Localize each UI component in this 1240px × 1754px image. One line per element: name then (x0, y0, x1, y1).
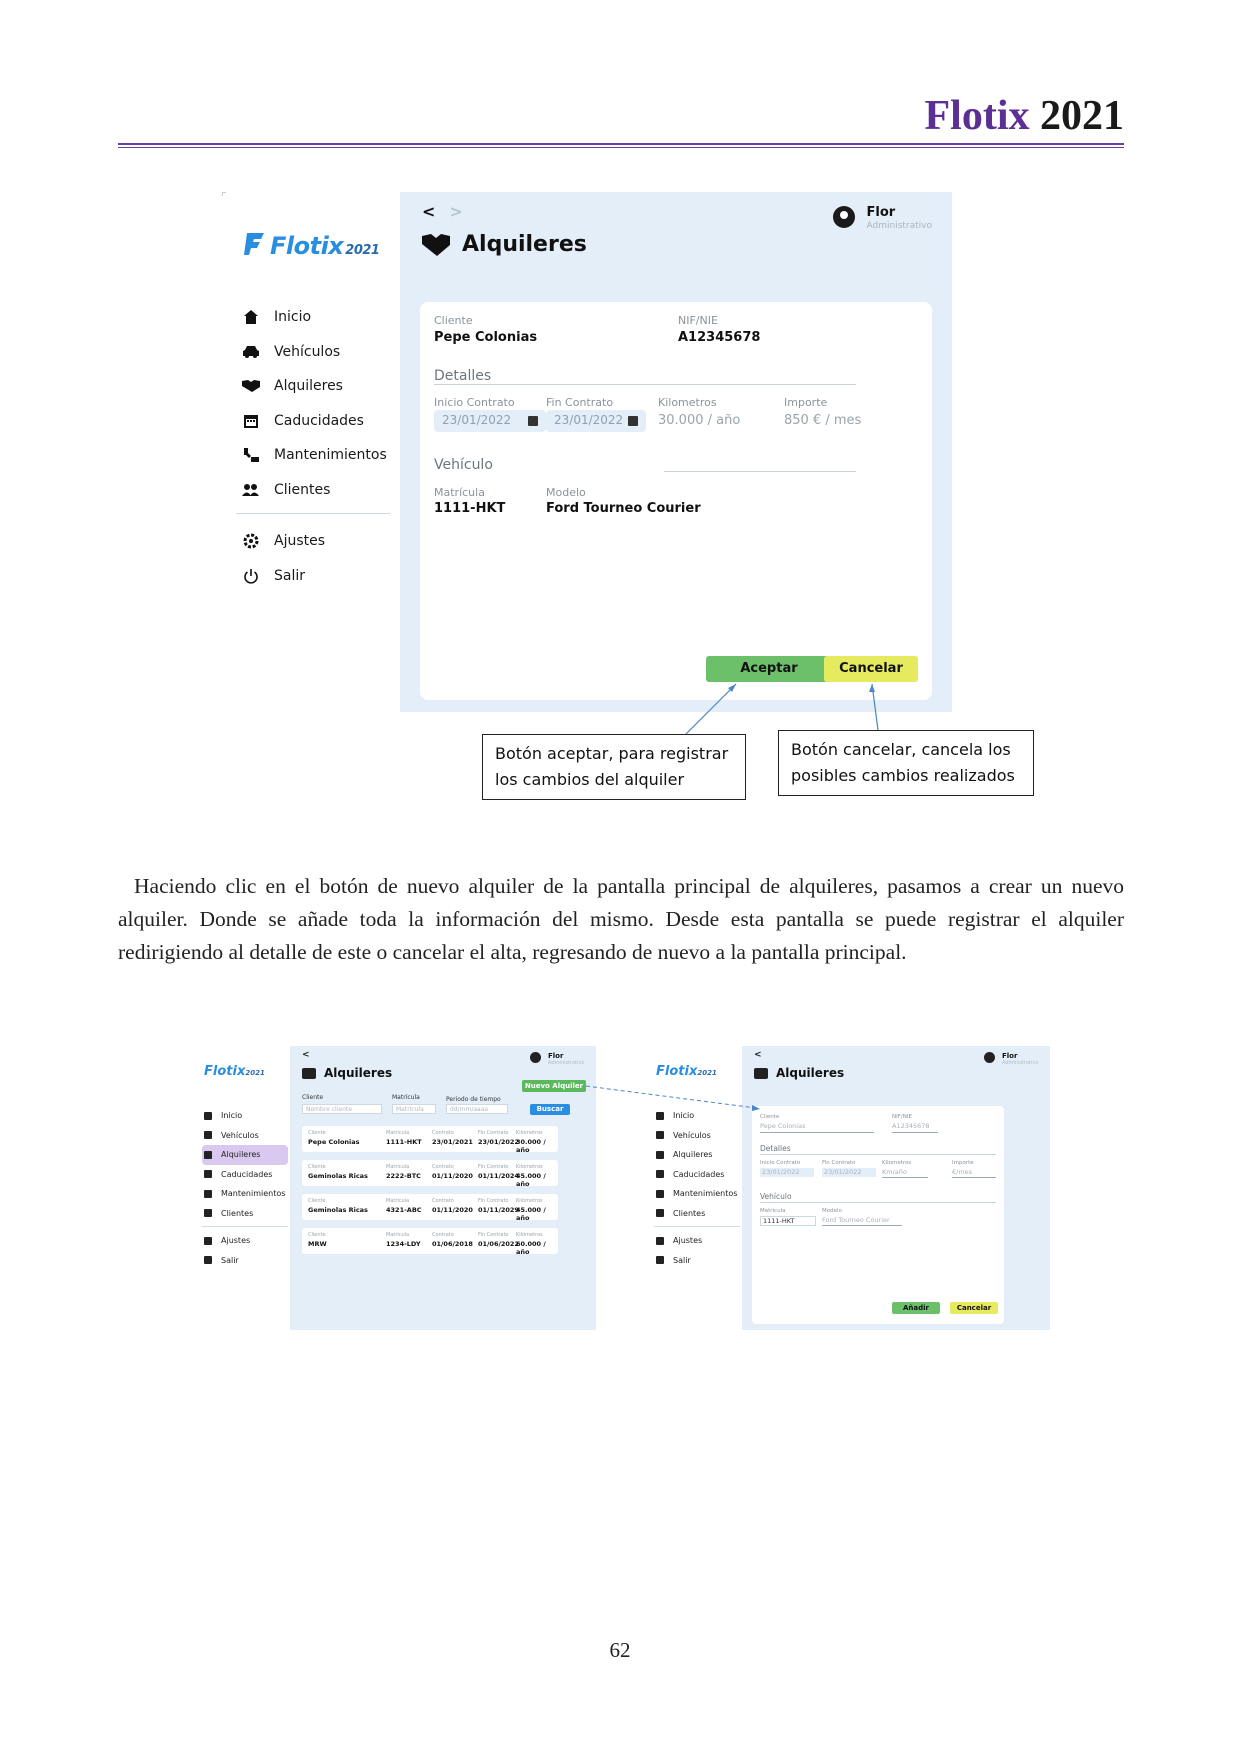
sidebar-item-label: Vehículos (221, 1130, 259, 1140)
screenshot-rental-list (194, 1046, 596, 1330)
col-label: Cliente (308, 1232, 326, 1238)
modelo-underline (822, 1225, 902, 1226)
gear-icon (656, 1237, 664, 1245)
sidebar-nav (242, 300, 402, 593)
cliente-input[interactable]: Pepe Colonias (760, 1122, 806, 1130)
col-label: Contrato (432, 1164, 454, 1170)
home-icon (242, 308, 260, 326)
modelo-value: Ford Tourneo Courier (546, 501, 701, 516)
power-icon (242, 567, 260, 585)
cell: 01/11/2029 (478, 1206, 519, 1214)
importe-field[interactable]: 850 € / mes (784, 413, 862, 428)
sidebar-item-inicio[interactable] (202, 1106, 288, 1126)
sidebar-item-caducidades[interactable] (654, 1165, 740, 1185)
cell: Geminolas Ricas (308, 1172, 368, 1180)
col-label: Contrato (432, 1130, 454, 1136)
handshake-icon (422, 233, 450, 257)
nif-value: A12345678 (678, 330, 761, 345)
fin-date-field[interactable] (546, 410, 646, 432)
sidebar-item-label: Alquileres (673, 1150, 713, 1160)
back-arrow-icon[interactable]: < (754, 1050, 762, 1060)
cell: 23/01/2021 (432, 1138, 473, 1146)
logo-year: 2021 (697, 1069, 717, 1077)
wrench-icon (242, 446, 260, 464)
table-row[interactable] (302, 1126, 558, 1152)
sidebar-item-label: Caducidades (274, 412, 364, 429)
car-icon (242, 343, 260, 361)
cell: 45.000 / año (516, 1206, 546, 1222)
cell: Pepe Colonias (308, 1138, 360, 1146)
gear-icon (242, 532, 260, 550)
importe-underline (952, 1177, 996, 1178)
sidebar-item-label: Clientes (221, 1208, 254, 1218)
col-label: Matrícula (386, 1232, 410, 1238)
cell: 01/11/2024 (478, 1172, 519, 1180)
cell: 45.000 / año (516, 1172, 546, 1188)
detalles-label: Detalles (434, 368, 492, 384)
wrench-icon (656, 1190, 664, 1198)
detalles-divider (760, 1154, 996, 1155)
sidebar-item-vehiculos[interactable] (242, 335, 402, 370)
modelo-label: Modelo (546, 486, 586, 499)
logo (204, 1064, 265, 1079)
accept-callout-line2: los cambios del alquiler (495, 770, 685, 789)
importe-input[interactable]: €/mes (952, 1168, 973, 1176)
avatar (984, 1052, 995, 1063)
calendar-icon[interactable] (528, 416, 538, 426)
sidebar-item-caducidades[interactable] (202, 1165, 288, 1185)
user-menu[interactable] (984, 1052, 1038, 1066)
calendar-icon (204, 1170, 212, 1178)
col-label: Contrato (432, 1198, 454, 1204)
vehiculo-divider (664, 471, 856, 472)
page-title-text: Alquileres (462, 232, 587, 257)
document-header (118, 88, 1124, 144)
accept-callout (482, 734, 746, 800)
home-icon (204, 1112, 212, 1120)
user-menu[interactable] (833, 206, 932, 232)
wrench-icon (204, 1190, 212, 1198)
col-label: Kilómetros (516, 1198, 543, 1204)
sidebar-item-ajustes[interactable] (202, 1231, 288, 1251)
sidebar-item-label: Clientes (673, 1208, 706, 1218)
sidebar-divider (202, 1226, 288, 1227)
cliente-underline (760, 1132, 874, 1133)
sidebar-item-mantenimientos[interactable] (202, 1184, 288, 1204)
handshake-icon (302, 1068, 316, 1079)
sidebar-item-label: Vehículos (274, 343, 341, 360)
cell: 1234-LDY (386, 1240, 421, 1248)
history-arrows (422, 202, 463, 221)
table-row[interactable] (302, 1160, 558, 1186)
km-input[interactable]: Km/año (882, 1168, 907, 1176)
sidebar-item-label: Clientes (274, 481, 331, 498)
handshake-icon (242, 377, 260, 395)
header-brand: Flotix (924, 93, 1030, 139)
sidebar-divider (236, 513, 390, 514)
sidebar-item-label: Mantenimientos (274, 447, 387, 464)
cell: 01/11/2020 (432, 1172, 473, 1180)
vehiculo-label: Vehículo (760, 1192, 792, 1201)
inicio-date-value: 23/01/2022 (442, 413, 512, 427)
col-label: Fin Contrato (478, 1198, 509, 1204)
cliente-label: Cliente (434, 314, 473, 327)
sidebar-item-label: Ajustes (221, 1236, 251, 1246)
detalles-divider (434, 384, 856, 385)
sidebar-item-label: Alquileres (274, 378, 343, 395)
back-arrow-icon[interactable]: < (302, 1050, 310, 1060)
logo-year: 2021 (345, 243, 380, 258)
users-icon (242, 481, 260, 499)
body-paragraph: Haciendo clic en el botón de nuevo alquiler de la pantalla principal de alquileres, pasamos a crear un nuevo alquiler. Donde se añade toda la información del mismo. Desde esta pantalla se puede registrar el alquiler redirigiendo al detalle de este o cancelar el alta, regresando de nuevo a la pantalla principal. (118, 874, 1124, 964)
cell: 23/01/2022 (478, 1138, 519, 1146)
handshake-icon (656, 1151, 664, 1159)
power-icon (204, 1256, 212, 1264)
sidebar-item-label: Inicio (221, 1111, 243, 1121)
sidebar-item-vehiculos[interactable] (202, 1126, 288, 1146)
sidebar-item-clientes[interactable] (242, 473, 402, 508)
user-name: Flor (866, 205, 896, 220)
matricula-label: Matrícula (760, 1208, 786, 1214)
nif-underline (892, 1132, 938, 1133)
forward-arrow-icon[interactable]: > (449, 202, 463, 221)
back-arrow-icon[interactable]: < (422, 202, 436, 221)
main-panel (742, 1046, 1050, 1330)
accept-callout-line1: Botón aceptar, para registrar (495, 744, 729, 763)
cell: 30.000 / año (516, 1138, 546, 1154)
sidebar-item-label: Ajustes (274, 533, 326, 550)
km-label: Kilometros (882, 1160, 912, 1166)
importe-label: Importe (952, 1160, 974, 1166)
cell: 01/06/2022 (478, 1240, 519, 1248)
sidebar (222, 192, 400, 712)
sidebar-item-clientes[interactable] (202, 1204, 288, 1224)
table-row[interactable] (302, 1228, 558, 1254)
cell: 01/11/2020 (432, 1206, 473, 1214)
power-icon (656, 1256, 664, 1264)
logo-text: Flotix (270, 232, 344, 260)
km-label: Kilometros (658, 396, 717, 409)
cell: 01/06/2018 (432, 1240, 473, 1248)
logo (656, 1064, 717, 1079)
sidebar-item-ajustes[interactable] (242, 524, 402, 559)
handshake-icon (204, 1151, 212, 1159)
sidebar-item-salir[interactable] (242, 559, 402, 594)
header-rule-thin (118, 147, 1124, 148)
sidebar-item-label: Ajustes (673, 1236, 703, 1246)
page-title-text: Alquileres (776, 1066, 845, 1080)
rental-form-card (420, 302, 932, 700)
col-label: Contrato (432, 1232, 454, 1238)
cancel-button[interactable]: Cancelar (824, 656, 918, 682)
logo-year: 2021 (245, 1069, 265, 1077)
cell: Geminolas Ricas (308, 1206, 368, 1214)
inicio-label: Inicio Contrato (760, 1160, 801, 1166)
sidebar-item-clientes[interactable] (654, 1204, 740, 1224)
importe-label: Importe (784, 396, 828, 409)
vehiculo-label: Vehículo (434, 457, 493, 473)
user-name: Flor (1002, 1052, 1018, 1060)
sidebar-divider (654, 1226, 740, 1227)
home-icon (656, 1112, 664, 1120)
sidebar-item-inicio[interactable] (654, 1106, 740, 1126)
cell: 60.000 / año (516, 1240, 546, 1256)
calendar-icon (656, 1170, 664, 1178)
avatar (530, 1052, 541, 1063)
search-button[interactable]: Buscar (530, 1104, 570, 1115)
header-rule (118, 143, 1124, 145)
sidebar-item-label: Mantenimientos (221, 1189, 286, 1199)
new-rental-button[interactable]: Nuevo Alquiler (522, 1080, 586, 1092)
cliente-value: Pepe Colonias (434, 330, 538, 345)
page-title (422, 232, 587, 257)
fin-date-value: 23/01/2022 (554, 413, 624, 427)
sidebar (194, 1046, 290, 1330)
detalles-label: Detalles (760, 1144, 791, 1153)
calendar-icon (242, 412, 260, 430)
sidebar-item-alquileres[interactable] (202, 1145, 288, 1165)
logo-text: Flotix (204, 1064, 246, 1079)
user-role: Administrativo (548, 1060, 585, 1066)
sidebar-item-ajustes[interactable] (654, 1231, 740, 1251)
cell: 4321-ABC (386, 1206, 422, 1214)
matricula-select[interactable]: 1111-HKT (760, 1216, 816, 1226)
sidebar-item-salir[interactable] (654, 1251, 740, 1271)
filter-periodo-input[interactable]: dd/mm/aaaa (446, 1104, 508, 1114)
col-label: Matrícula (386, 1164, 410, 1170)
sidebar-item-label: Caducidades (221, 1169, 273, 1179)
page-number: 62 (609, 1638, 631, 1662)
sidebar-item-label: Mantenimientos (673, 1189, 738, 1199)
cancel-callout-line2: posibles cambios realizados (791, 766, 1015, 785)
table-row[interactable] (302, 1194, 558, 1220)
col-label: Kilómetros (516, 1232, 543, 1238)
sidebar-item-vehiculos[interactable] (654, 1126, 740, 1146)
screenshot-new-rental (646, 1046, 1050, 1330)
cancel-callout (778, 730, 1034, 796)
fin-date-field[interactable]: 23/01/2022 (822, 1168, 876, 1177)
user-role: Administrativo (1002, 1060, 1039, 1066)
page-title (754, 1066, 844, 1080)
col-label: Fin Contrato (478, 1232, 509, 1238)
main-panel (290, 1046, 596, 1330)
cancel-button[interactable]: Cancelar (950, 1302, 998, 1314)
sidebar-item-label: Vehículos (673, 1130, 711, 1140)
main-panel (400, 192, 952, 712)
col-label: Cliente (308, 1130, 326, 1136)
cell: 1111-HKT (386, 1138, 422, 1146)
sidebar-item-alquileres[interactable] (654, 1145, 740, 1165)
km-field[interactable]: 30.000 / año (658, 413, 741, 428)
sidebar-nav (654, 1106, 740, 1270)
nif-label: NIF/NIE (892, 1114, 912, 1120)
car-icon (204, 1131, 212, 1139)
header-year: 2021 (1040, 93, 1124, 139)
fin-label: Fin Contrato (822, 1160, 856, 1166)
sidebar-item-mantenimientos[interactable] (654, 1184, 740, 1204)
logo-text: Flotix (656, 1064, 698, 1079)
filter-cliente-input[interactable]: Nombre cliente (302, 1104, 382, 1114)
handshake-icon (754, 1068, 768, 1079)
filter-periodo-label: Periodo de tiempo (446, 1096, 501, 1103)
sidebar (646, 1046, 742, 1330)
logo (244, 228, 379, 260)
sidebar-item-mantenimientos[interactable] (242, 438, 402, 473)
users-icon (656, 1209, 664, 1217)
filter-cliente-label: Cliente (302, 1094, 324, 1101)
col-label: Cliente (308, 1164, 326, 1170)
inicio-date-field[interactable] (434, 410, 546, 432)
modelo-label: Modelo (822, 1208, 842, 1214)
col-label: Cliente (308, 1198, 326, 1204)
sidebar-item-label: Inicio (274, 309, 312, 326)
accept-button[interactable]: Aceptar (706, 656, 832, 682)
cliente-label: Cliente (760, 1114, 780, 1120)
sidebar-item-salir[interactable] (202, 1251, 288, 1271)
sidebar-item-label: Salir (221, 1255, 239, 1265)
user-name: Flor (548, 1052, 564, 1060)
matricula-label: Matrícula (434, 486, 485, 499)
nif-label: NIF/NIE (678, 314, 718, 327)
new-rental-form-card (752, 1106, 1004, 1324)
col-label: Fin Contrato (478, 1130, 509, 1136)
sidebar-item-label: Caducidades (673, 1169, 725, 1179)
col-label: Matrícula (386, 1198, 410, 1204)
sidebar-item-caducidades[interactable] (242, 404, 402, 439)
sidebar-item-inicio[interactable] (242, 300, 402, 335)
gear-icon (204, 1237, 212, 1245)
screenshot-edit-rental (222, 192, 952, 712)
cell: 2222-BTC (386, 1172, 421, 1180)
calendar-icon[interactable] (628, 416, 638, 426)
nif-input[interactable]: A12345678 (892, 1122, 930, 1130)
col-label: Matrícula (386, 1130, 410, 1136)
fin-label: Fin Contrato (546, 396, 614, 409)
km-underline (882, 1177, 928, 1178)
user-role: Administrativo (866, 221, 932, 231)
car-icon (656, 1131, 664, 1139)
inicio-date-field[interactable]: 23/01/2022 (760, 1168, 814, 1177)
sidebar-item-label: Salir (274, 567, 306, 584)
flotix-logo-icon (244, 231, 266, 257)
sidebar-nav (202, 1106, 288, 1270)
matricula-value: 1111-HKT (434, 501, 506, 516)
vehiculo-divider (760, 1202, 996, 1203)
inicio-label: Inicio Contrato (434, 396, 515, 409)
col-label: Kilómetros (516, 1164, 543, 1170)
sidebar-item-label: Alquileres (221, 1150, 261, 1160)
avatar (833, 206, 855, 228)
sidebar-item-label: Inicio (673, 1111, 695, 1121)
sidebar-item-label: Salir (673, 1255, 691, 1265)
filter-matricula-label: Matrícula (392, 1094, 420, 1101)
user-menu[interactable] (530, 1052, 584, 1066)
add-button[interactable]: Añadir (892, 1302, 940, 1314)
modelo-input[interactable]: Ford Tourneo Courier (822, 1216, 890, 1224)
users-icon (204, 1209, 212, 1217)
page-title-text: Alquileres (324, 1066, 393, 1080)
filter-matricula-input[interactable]: Matrícula (392, 1104, 436, 1114)
col-label: Fin Contrato (478, 1164, 509, 1170)
col-label: Kilómetros (516, 1130, 543, 1136)
cell: MRW (308, 1240, 327, 1248)
cancel-callout-line1: Botón cancelar, cancela los (791, 740, 1011, 759)
page-title (302, 1066, 392, 1080)
sidebar-item-alquileres[interactable] (242, 369, 402, 404)
